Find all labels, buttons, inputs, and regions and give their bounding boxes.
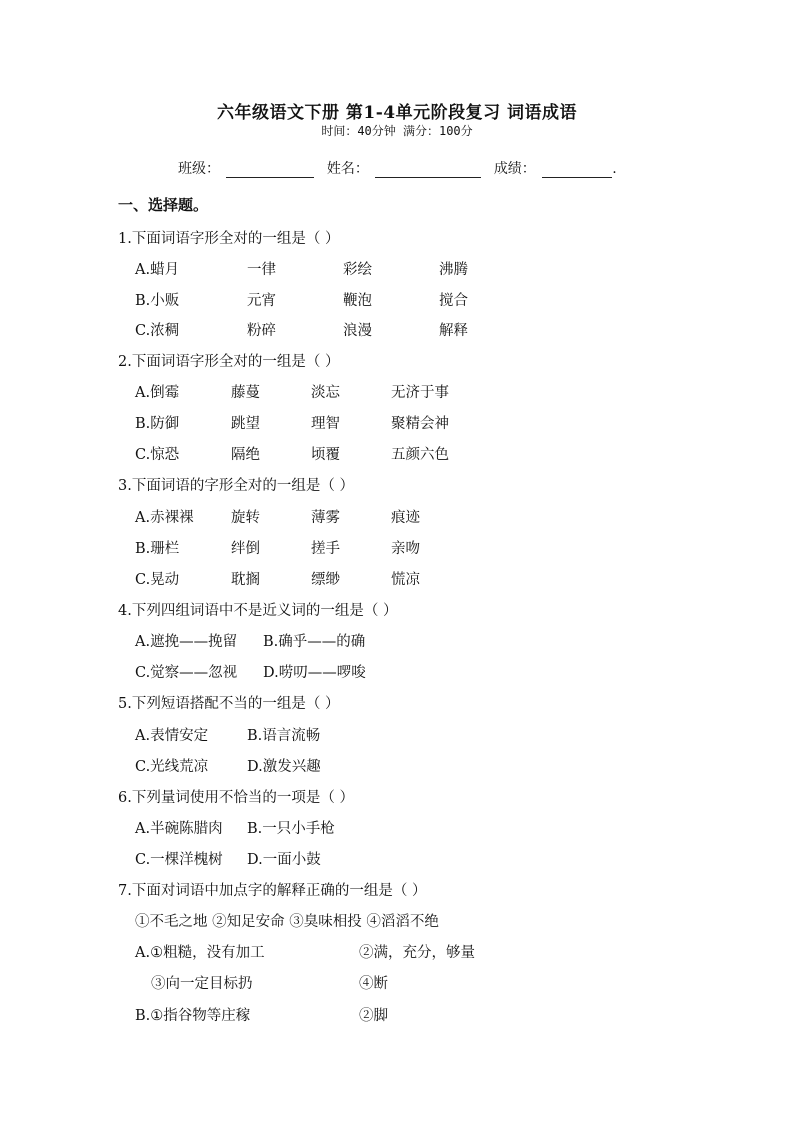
option-text: C.光线荒凉	[135, 759, 209, 775]
option-word: 旋转	[231, 510, 260, 526]
name-blank[interactable]	[375, 161, 481, 178]
option-word: 耽搁	[231, 572, 260, 588]
option-word: C.晃动	[135, 572, 180, 588]
option-text: C.觉察——忽视	[135, 665, 238, 681]
option-text: D.一面小鼓	[247, 852, 321, 868]
option-word: 藤蔓	[231, 385, 260, 401]
option-text: ②满，充分，够量	[359, 945, 475, 961]
option-word: 鞭泡	[343, 293, 372, 309]
option-text: ②脚	[359, 1008, 388, 1024]
option-word: B.小贩	[135, 293, 180, 309]
question-stem: 2.下面词语字形全对的一组是（ ）	[118, 354, 340, 370]
question-stem: 7.下面对词语中加点字的解释正确的一组是（ ）	[118, 883, 427, 899]
option-word: 跳望	[231, 416, 260, 432]
option-word: C.浓稠	[135, 323, 180, 339]
option-text: D.唠叨——啰唆	[263, 665, 366, 681]
class-blank[interactable]	[226, 161, 314, 178]
option-text: B.语言流畅	[247, 728, 321, 744]
class-label: 班级：	[178, 161, 220, 177]
option-word: 搅合	[439, 293, 468, 309]
option-text: A.遮挽——挽留	[135, 634, 238, 650]
end-mark: .	[612, 161, 617, 177]
option-word: 顷覆	[311, 447, 340, 463]
question-items: ①不毛之地 ②知足安命 ③臭味相投 ④滔滔不绝	[135, 914, 439, 930]
option-word: 慌凉	[391, 572, 420, 588]
option-text: A.半碗陈腊肉	[135, 821, 223, 837]
score-blank[interactable]	[542, 161, 612, 178]
option-word: 粉碎	[247, 323, 276, 339]
option-word: 绊倒	[231, 541, 260, 557]
question-stem: 3.下面词语的字形全对的一组是（ ）	[118, 478, 354, 494]
option-word: 理智	[311, 416, 340, 432]
page-title: 六年级语文下册 第1-4单元阶段复习 词语成语	[216, 103, 578, 123]
option-word: 一律	[247, 262, 276, 278]
option-word: B.防御	[135, 416, 180, 432]
option-text: C.一棵洋槐树	[135, 852, 223, 868]
option-text: ③向一定目标扔	[151, 976, 253, 992]
question-stem: 6.下列量词使用不恰当的一项是（ ）	[118, 790, 354, 806]
option-word: A.赤裸裸	[135, 510, 194, 526]
option-word: 五颜六色	[391, 447, 449, 463]
option-word: 薄雾	[311, 510, 340, 526]
question-stem: 4.下列四组词语中不是近义词的一组是（ ）	[118, 603, 398, 619]
option-word: 搓手	[311, 541, 340, 557]
question-stem: 5.下列短语搭配不当的一组是（ ）	[118, 696, 340, 712]
option-word: 隔绝	[231, 447, 260, 463]
option-word: 缥缈	[311, 572, 340, 588]
option-word: 聚精会神	[391, 416, 449, 432]
student-info-row	[178, 158, 617, 178]
option-word: A.蜡月	[135, 262, 180, 278]
option-text: ④断	[359, 976, 388, 992]
option-text: B.确乎——的确	[263, 634, 366, 650]
option-text: B.一只小手枪	[247, 821, 335, 837]
option-word: 痕迹	[391, 510, 420, 526]
option-word: 无济于事	[391, 385, 449, 401]
option-word: 元宵	[247, 293, 276, 309]
option-word: 浪漫	[343, 323, 372, 339]
option-text: A.表情安定	[135, 728, 209, 744]
option-word: 沸腾	[439, 262, 468, 278]
option-word: 亲吻	[391, 541, 420, 557]
option-word: B.珊栏	[135, 541, 180, 557]
name-label: 姓名：	[326, 161, 369, 177]
score-label: 成绩：	[493, 161, 536, 177]
option-word: A.倒霉	[135, 385, 180, 401]
option-word: 解释	[439, 323, 468, 339]
question-stem: 1.下面词语字形全对的一组是（ ）	[118, 231, 340, 247]
option-text: A.①粗糙，没有加工	[135, 945, 265, 961]
option-text: B.①指谷物等庄稼	[135, 1008, 251, 1024]
option-word: C.惊恐	[135, 447, 180, 463]
option-word: 彩绘	[343, 262, 372, 278]
option-text: D.激发兴趣	[247, 759, 321, 775]
section-title: 一、选择题。	[118, 196, 209, 214]
exam-meta: 时间：40分钟 满分：100分	[321, 124, 473, 138]
option-word: 淡忘	[311, 385, 340, 401]
